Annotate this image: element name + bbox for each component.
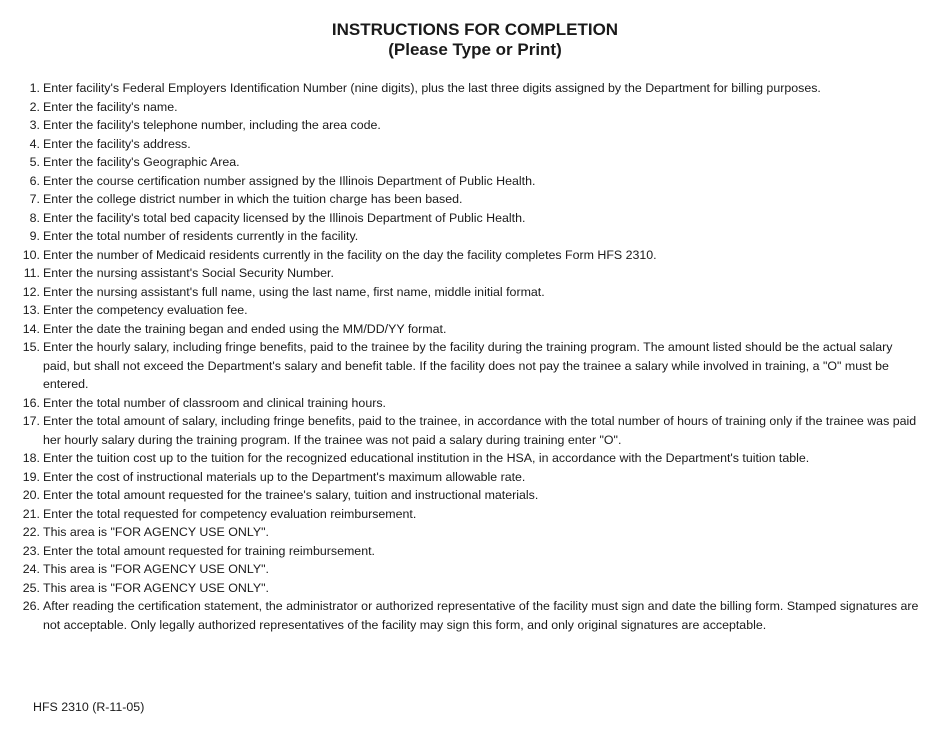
- instruction-item: [0, 394, 950, 413]
- instruction-item: [0, 190, 950, 209]
- instruction-text: After reading the certification statement, the administrator or authorized representative of the facility must sign and date the billing form. Stamped signatures are not acceptable. Only legally authorized representatives of the facility may sign this form, and only original signatures are acceptable.: [43, 599, 919, 632]
- instruction-item: [0, 412, 950, 449]
- instruction-text: Enter the college district number in which the tuition charge has been based.: [43, 192, 463, 206]
- instruction-number: 26.: [22, 599, 40, 613]
- instruction-number: 19.: [22, 469, 40, 484]
- instruction-item: [0, 283, 950, 302]
- instruction-text: Enter the facility's Geographic Area.: [43, 155, 240, 169]
- instruction-text: Enter the facility's name.: [43, 99, 178, 114]
- instruction-item: [0, 320, 950, 339]
- instruction-text: Enter the nursing assistant's full name, using the last name, first name, middle initial format.: [43, 284, 545, 299]
- instruction-number: 13.: [22, 303, 40, 317]
- instruction-text: This area is "FOR AGENCY USE ONLY".: [43, 580, 269, 595]
- instruction-text: Enter the total amount of salary, including fringe benefits, paid to the trainee, in accordance with the total number of hours of training only if the trainee was paid her hourly salary during the training program. If the trainee was not paid a salary during training enter "O".: [43, 414, 917, 447]
- instruction-number: 20.: [22, 488, 40, 502]
- instruction-item: [0, 523, 950, 542]
- instruction-number: 18.: [22, 451, 40, 465]
- instruction-item: [0, 153, 950, 172]
- instruction-item: [0, 301, 950, 320]
- instruction-number: 23.: [22, 543, 40, 558]
- instruction-number: 22.: [22, 525, 40, 539]
- instruction-text: Enter the facility's telephone number, including the area code.: [43, 118, 381, 132]
- page-header: [0, 20, 950, 60]
- instruction-item: [0, 246, 950, 265]
- page-subtitle: (Please Type or Print): [388, 40, 562, 59]
- instruction-text: Enter the facility's total bed capacity licensed by the Illinois Department of Public Health.: [43, 210, 526, 225]
- instruction-item: [0, 449, 950, 468]
- instruction-text: Enter the total number of residents currently in the facility.: [43, 229, 359, 243]
- instruction-text: Enter the number of Medicaid residents currently in the facility on the day the facility completes Form HFS 2310.: [43, 247, 657, 262]
- instruction-text: Enter the nursing assistant's Social Security Number.: [43, 266, 334, 280]
- instruction-text: Enter the cost of instructional materials up to the Department's maximum allowable rate.: [43, 469, 526, 484]
- instruction-number: 4.: [29, 136, 40, 151]
- instruction-number: 5.: [29, 155, 40, 169]
- instruction-number: 15.: [22, 340, 40, 354]
- instruction-number: 9.: [29, 229, 40, 243]
- instruction-text: Enter the tuition cost up to the tuition for the recognized educational institution in the HSA, in accordance with the Department's tuition table.: [43, 451, 810, 465]
- instruction-item: [0, 135, 950, 154]
- instruction-item: [0, 468, 950, 487]
- instruction-text: Enter facility's Federal Employers Identification Number (nine digits), plus the last three digits assigned by the Department for billing purposes.: [43, 81, 821, 95]
- instruction-number: 8.: [29, 210, 40, 225]
- instruction-number: 21.: [22, 506, 40, 521]
- instruction-number: 12.: [22, 284, 40, 299]
- instruction-item: [0, 505, 950, 524]
- instruction-number: 16.: [22, 395, 40, 410]
- instruction-item: [0, 486, 950, 505]
- instruction-text: Enter the competency evaluation fee.: [43, 303, 248, 317]
- instruction-text: Enter the total amount requested for the trainee's salary, tuition and instructional materials.: [43, 488, 539, 502]
- instruction-text: This area is "FOR AGENCY USE ONLY".: [43, 525, 269, 539]
- instruction-item: [0, 542, 950, 561]
- instruction-item: [0, 172, 950, 191]
- instruction-text: Enter the date the training began and ended using the MM/DD/YY format.: [43, 321, 447, 336]
- instruction-text: Enter the total amount requested for training reimbursement.: [43, 543, 375, 558]
- instruction-number: 10.: [22, 247, 40, 262]
- instruction-item: [0, 597, 950, 634]
- instruction-text: Enter the total requested for competency evaluation reimbursement.: [43, 506, 417, 521]
- form-id: HFS 2310 (R-11-05): [33, 700, 145, 714]
- instruction-item: [0, 264, 950, 283]
- instruction-item: [0, 116, 950, 135]
- page-title: INSTRUCTIONS FOR COMPLETION: [331, 20, 619, 39]
- instruction-number: 3.: [29, 118, 40, 132]
- instruction-text: Enter the course certification number assigned by the Illinois Department of Public Health.: [43, 173, 536, 188]
- instruction-number: 2.: [29, 99, 40, 114]
- instruction-number: 25.: [22, 580, 40, 595]
- instructions-list: [0, 79, 950, 634]
- instruction-text: This area is "FOR AGENCY USE ONLY".: [43, 562, 269, 576]
- instruction-item: [0, 560, 950, 579]
- instruction-text: Enter the facility's address.: [43, 136, 191, 151]
- instruction-text: Enter the hourly salary, including fringe benefits, paid to the trainee by the facility during the training program. The amount listed should be the actual salary paid, but shall not exceed the Department's salary and benefit table. If the facility does not pay the trainee a salary while involved in training, a "O" must be entered.: [43, 340, 893, 391]
- instruction-number: 17.: [22, 414, 40, 428]
- instruction-text: Enter the total number of classroom and clinical training hours.: [43, 395, 386, 410]
- instruction-number: 6.: [29, 173, 40, 188]
- instruction-item: [0, 98, 950, 117]
- instruction-item: [0, 579, 950, 598]
- instruction-item: [0, 79, 950, 98]
- instruction-number: 11.: [23, 266, 40, 280]
- instruction-item: [0, 338, 950, 394]
- instruction-number: 1.: [29, 81, 40, 95]
- instruction-number: 14.: [22, 321, 40, 336]
- instruction-item: [0, 209, 950, 228]
- instruction-number: 7.: [29, 192, 40, 206]
- instruction-item: [0, 227, 950, 246]
- instruction-number: 24.: [22, 562, 40, 576]
